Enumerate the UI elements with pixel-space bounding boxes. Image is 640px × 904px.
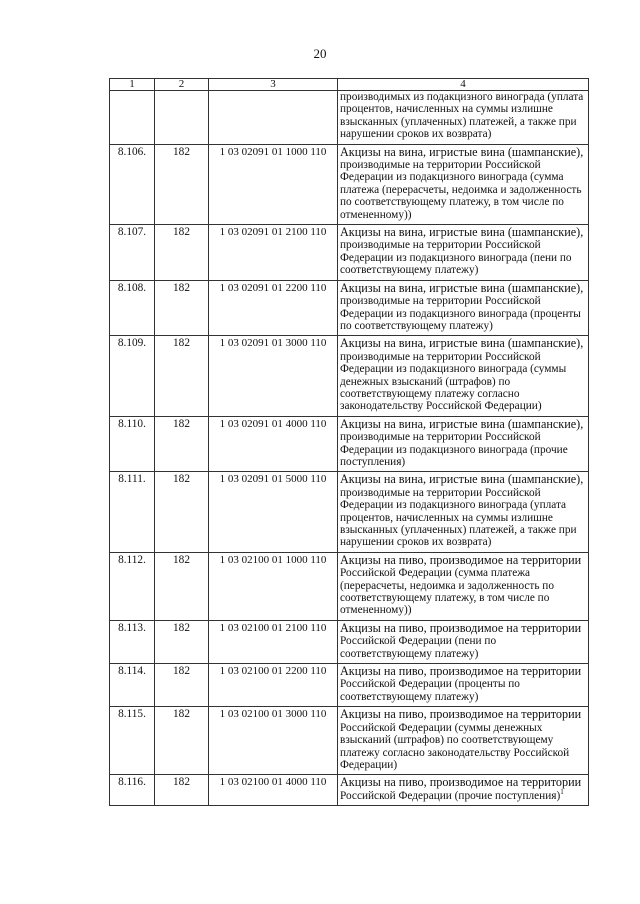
table-header-row <box>110 79 589 91</box>
administrator-code: 182 <box>155 707 209 775</box>
revenue-description <box>338 664 589 707</box>
description-lead: Акцизы на пиво, производимое на территории <box>340 707 582 722</box>
table-row <box>110 225 589 281</box>
table-row <box>110 707 589 775</box>
description-text: Российской Федерации (проценты по соответствующему платежу) <box>340 678 520 703</box>
revenue-description <box>338 336 589 416</box>
administrator-code: 182 <box>155 225 209 281</box>
budget-classification-code: 1 03 02100 01 2100 110 <box>209 620 338 663</box>
description-lead: Акцизы на пиво, производимое на территории <box>340 664 582 679</box>
administrator-code: 182 <box>155 620 209 663</box>
administrator-code: 182 <box>155 775 209 806</box>
table-body <box>110 91 589 806</box>
revenue-description <box>338 620 589 663</box>
column-header-2: 2 <box>155 79 209 91</box>
revenue-description <box>338 707 589 775</box>
budget-classification-code: 1 03 02091 01 5000 110 <box>209 472 338 552</box>
description-text: производимые на территории Российской Федерации из подакцизного винограда (сумма платежа (перерасчеты, недоимка и задолженность по соответствующему платежу, в том числе по отмененному)) <box>340 159 582 221</box>
revenue-description <box>338 280 589 336</box>
row-number: 8.111. <box>110 472 155 552</box>
description-lead: Акцизы на пиво, производимое на территории <box>340 620 582 635</box>
column-header-4: 4 <box>338 79 589 91</box>
row-number: 8.110. <box>110 416 155 472</box>
administrator-code: 182 <box>155 336 209 416</box>
description-text: производимые на территории Российской Федерации из подакцизного винограда (уплата процентов, начисленных на суммы излишне взысканных (уплаченных) платежей, а также при нарушении сроков их возврата) <box>340 486 577 549</box>
row-number: 8.114. <box>110 664 155 707</box>
description-text: производимые на территории Российской Федерации из подакцизного винограда (пени по соответствующему платежу) <box>340 239 572 277</box>
row-number: 8.115. <box>110 707 155 775</box>
table-row <box>110 620 589 663</box>
revenue-description: производимых из подакцизного винограда (уплата процентов, начисленных на суммы излишне взысканных (уплаченных) платежей, а также при нарушении сроков их возврата) <box>338 91 589 145</box>
revenue-description <box>338 472 589 552</box>
row-number: 8.107. <box>110 225 155 281</box>
page-number: 20 <box>313 46 327 61</box>
column-header-3: 3 <box>209 79 338 91</box>
column-header-1: 1 <box>110 79 155 91</box>
revenue-description <box>338 144 589 224</box>
budget-classification-code: 1 03 02091 01 4000 110 <box>209 416 338 472</box>
budget-classification-code: 1 03 02100 01 4000 110 <box>209 775 338 806</box>
table-row-continuation <box>110 91 589 145</box>
administrator-code: 182 <box>155 552 209 620</box>
budget-classification-code: 1 03 02091 01 2100 110 <box>209 225 338 281</box>
budget-classification-code: 1 03 02091 01 1000 110 <box>209 144 338 224</box>
table-row <box>110 552 589 620</box>
table-row <box>110 775 589 806</box>
revenue-description <box>338 225 589 281</box>
description-lead: Акцизы на вина, игристые вина (шампанские), <box>340 416 584 431</box>
revenue-description <box>338 416 589 472</box>
description-text: Российской Федерации (суммы денежных взысканий (штрафов) по соответствующему платежу согласно законодательству Российской Федерации) <box>340 721 570 771</box>
administrator-code <box>155 91 209 145</box>
row-number <box>110 91 155 145</box>
description-text: производимые на территории Российской Федерации из подакцизного винограда (проценты по соответствующему платежу) <box>340 295 581 332</box>
row-number: 8.113. <box>110 620 155 663</box>
budget-classification-code: 1 03 02091 01 3000 110 <box>209 336 338 416</box>
budget-classification-code: 1 03 02100 01 2200 110 <box>209 664 338 707</box>
administrator-code: 182 <box>155 280 209 336</box>
row-number: 8.108. <box>110 280 155 336</box>
budget-classification-code: 1 03 02100 01 1000 110 <box>209 552 338 620</box>
revenue-classification-table <box>109 78 589 806</box>
row-number: 8.112. <box>110 552 155 620</box>
table-row <box>110 336 589 416</box>
row-number: 8.116. <box>110 775 155 806</box>
description-text: производимые на территории Российской Федерации из подакцизного винограда (суммы денежных взысканий (штрафов) по соответствующему платежу согласно законодательству Российской Федерации) <box>340 350 567 413</box>
revenue-description <box>338 775 589 806</box>
table-row <box>110 416 589 472</box>
description-lead: Акцизы на вина, игристые вина (шампанские), <box>340 225 584 240</box>
budget-classification-code: 1 03 02091 01 2200 110 <box>209 280 338 336</box>
description-lead: Акцизы на вина, игристые вина (шампанские), <box>340 472 584 487</box>
description-lead: Акцизы на вина, игристые вина (шампанские), <box>340 280 584 295</box>
table-row <box>110 144 589 224</box>
revenue-description <box>338 552 589 620</box>
description-text: Российской Федерации (пени по соответствующему платежу) <box>340 635 497 660</box>
administrator-code: 182 <box>155 664 209 707</box>
administrator-code: 182 <box>155 144 209 224</box>
budget-classification-code <box>209 91 338 145</box>
budget-classification-code: 1 03 02100 01 3000 110 <box>209 707 338 775</box>
administrator-code: 182 <box>155 416 209 472</box>
description-text: производимые на территории Российской Федерации из подакцизного винограда (прочие поступления) <box>340 431 568 468</box>
administrator-code: 182 <box>155 472 209 552</box>
table-row <box>110 280 589 336</box>
description-lead: Акцизы на вина, игристые вина (шампанские), <box>340 336 584 351</box>
row-number: 8.109. <box>110 336 155 416</box>
table-row <box>110 472 589 552</box>
row-number: 8.106. <box>110 144 155 224</box>
description-text: Российской Федерации (прочие поступления) <box>340 789 561 802</box>
description-lead: Акцизы на вина, игристые вина (шампанские), <box>340 144 584 159</box>
description-lead: Акцизы на пиво, производимое на территории <box>340 775 582 790</box>
footnote-marker: 1 <box>560 787 564 796</box>
description-text: Российской Федерации (сумма платежа (перерасчеты, недоимка и задолженность по соответствующему платежу, в том числе по отмененному)) <box>340 567 555 617</box>
description-lead: Акцизы на пиво, производимое на территории <box>340 552 582 567</box>
table-row <box>110 664 589 707</box>
